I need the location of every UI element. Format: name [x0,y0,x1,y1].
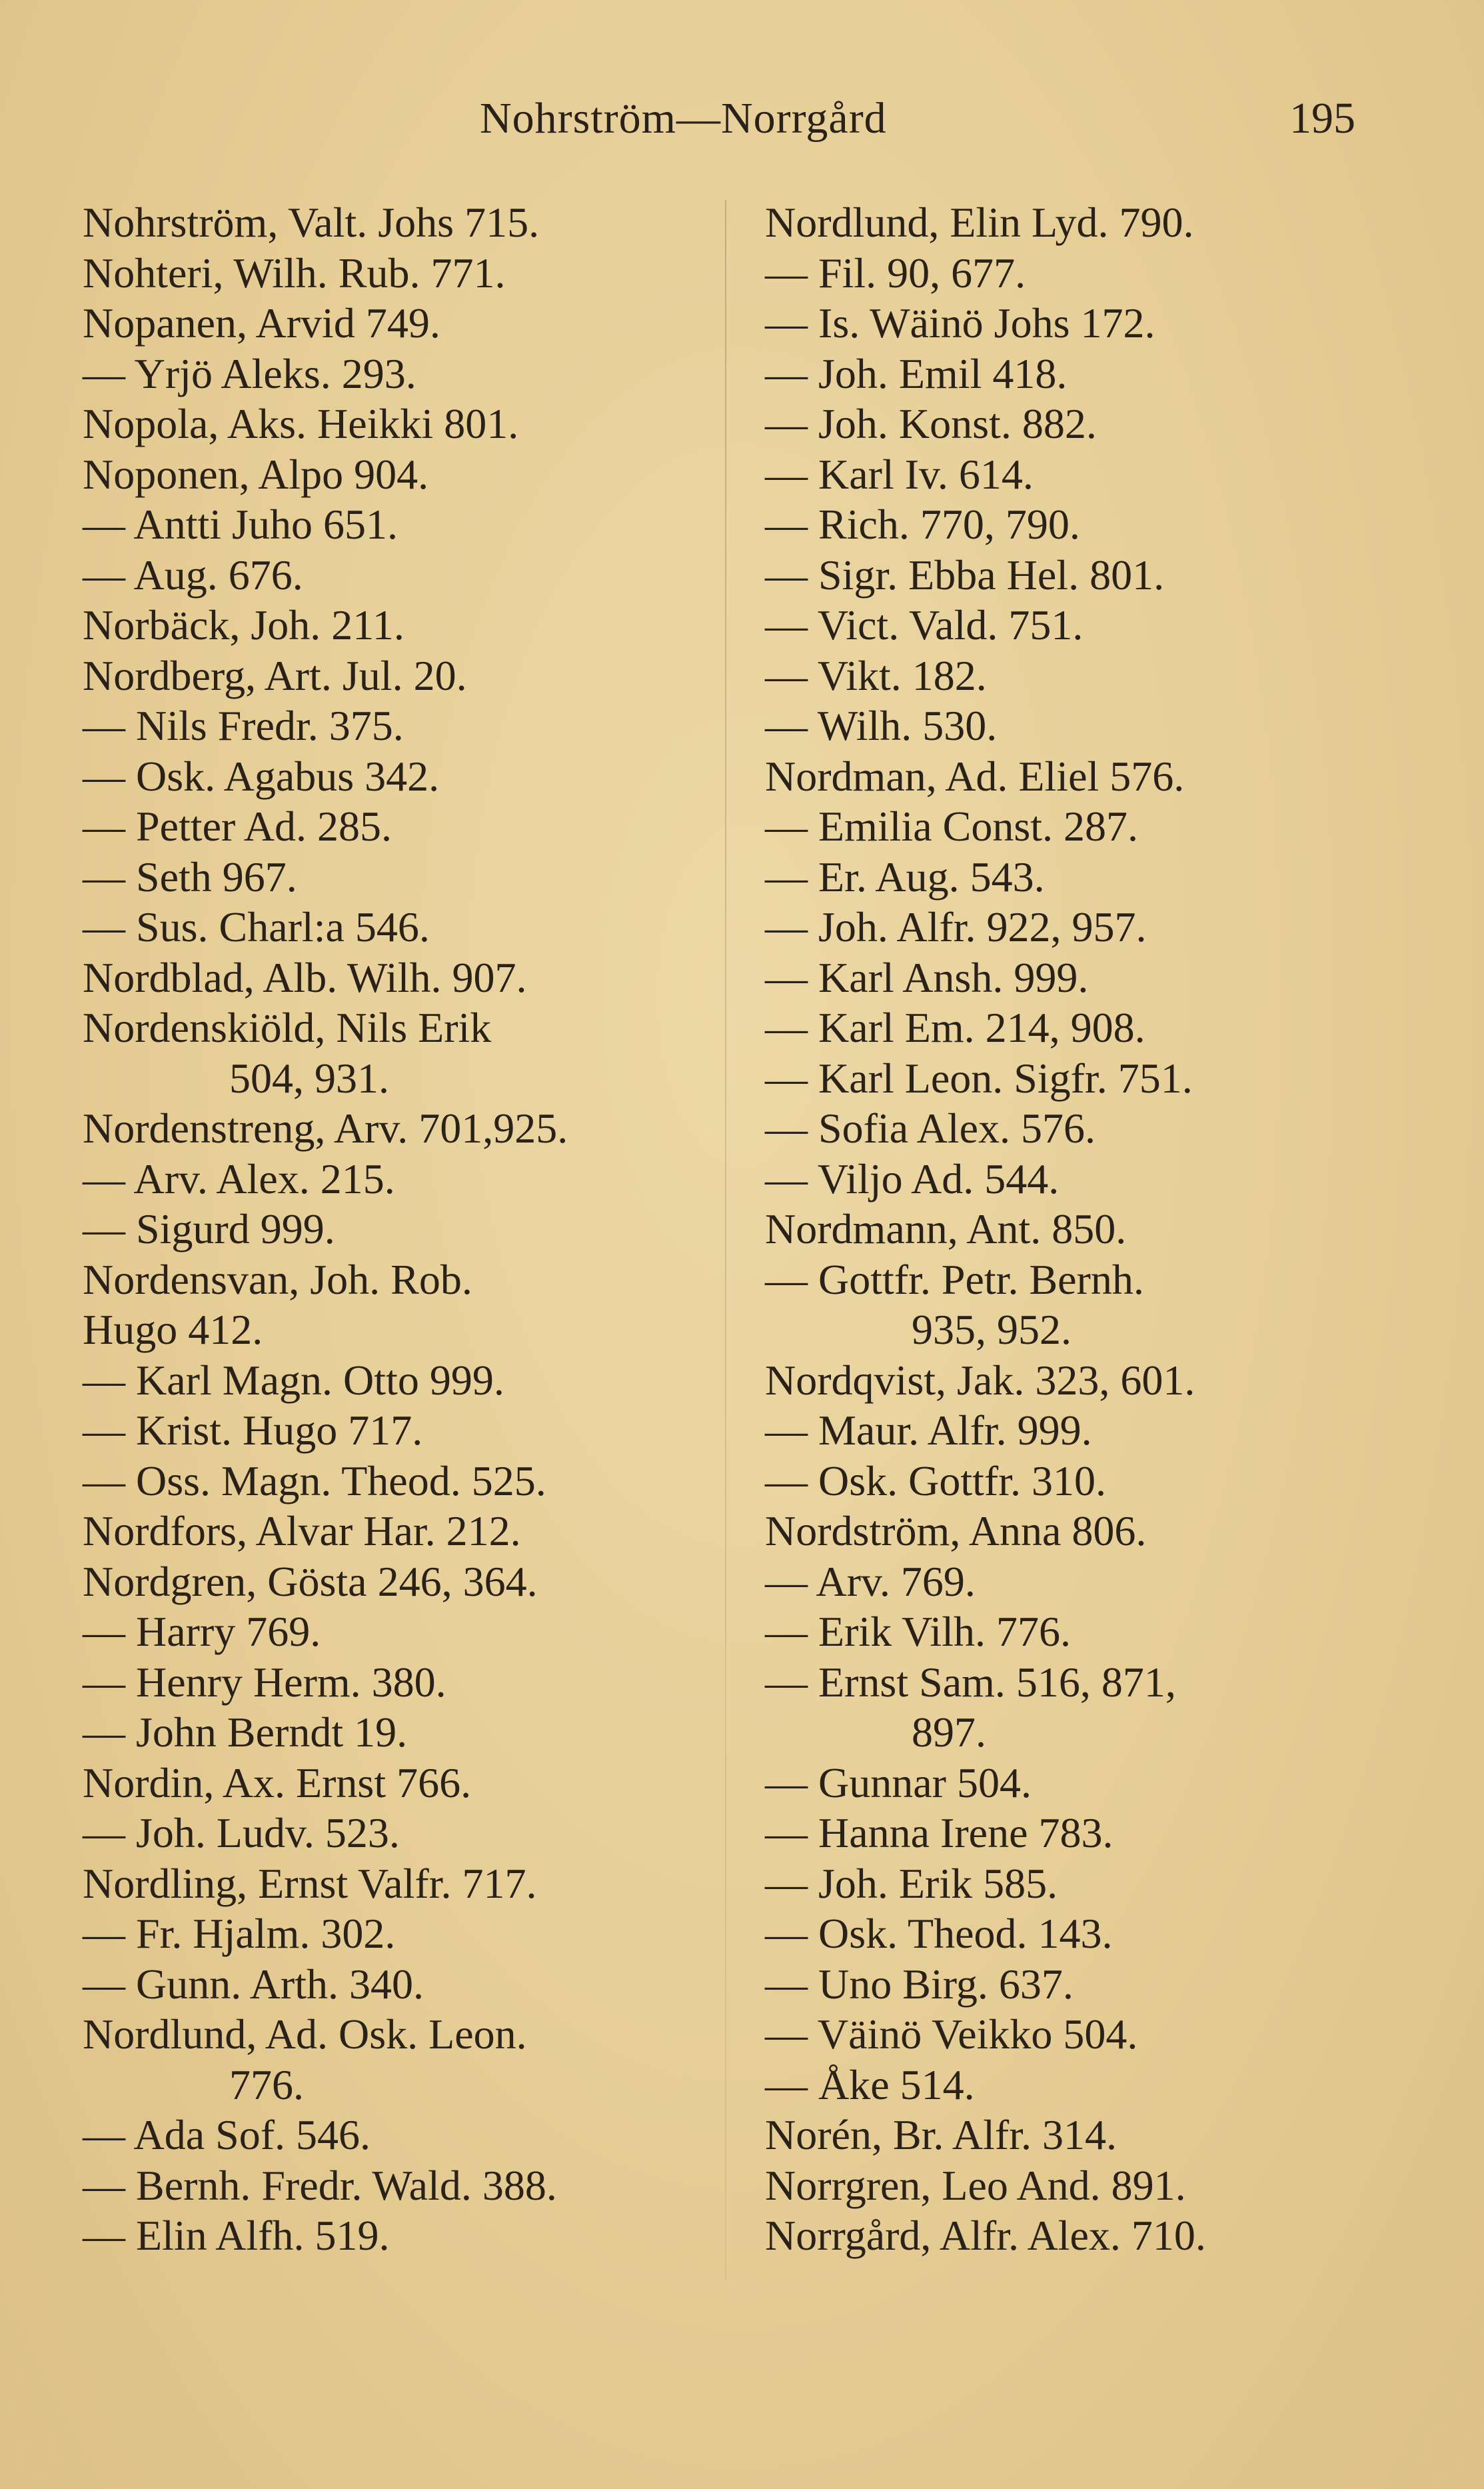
index-entry: — Nils Fredr. 375. [83,702,404,749]
index-entry: — Ada Sof. 546. [83,2111,371,2158]
index-entry: — Karl Magn. Otto 999. [83,1356,504,1404]
index-entry: — Petter Ad. 285. [83,803,392,850]
index-entry: — Is. Wäinö Johs 172. [765,299,1155,347]
index-entry: — Sigr. Ebba Hel. 801. [765,551,1165,599]
index-entry: — John Berndt 19. [83,1708,408,1756]
index-entry: — Henry Herm. 380. [83,1658,446,1706]
index-entry: — Arv. 769. [765,1557,976,1605]
index-entry: — Karl Leon. Sigfr. 751. [765,1054,1193,1102]
index-entry: Nordlund, Ad. Osk. Leon. [83,2010,527,2058]
index-entry: — Väinö Veikko 504. [765,2010,1138,2058]
index-entry: — Sus. Charl:a 546. [83,903,430,951]
index-entry: — Bernh. Fredr. Wald. 388. [83,2161,557,2209]
index-entry: Nordberg, Art. Jul. 20. [83,651,467,699]
index-entry: 897. [912,1708,986,1756]
index-entry: — Karl Em. 214, 908. [765,1004,1145,1051]
index-entry: — Osk. Theod. 143. [765,1910,1113,1957]
index-entry: — Viljo Ad. 544. [765,1155,1060,1203]
column-divider [725,200,726,2280]
index-entry: — Vict. Vald. 751. [765,601,1084,649]
index-entry: Norbäck, Joh. 211. [83,601,404,649]
index-entry: Nordblad, Alb. Wilh. 907. [83,953,527,1001]
index-entry: 504, 931. [229,1054,389,1102]
page-header [0,93,1484,153]
index-entry: Noponen, Alpo 904. [83,450,429,498]
index-entry: Nordenstreng, Arv. 701,925. [83,1105,568,1152]
index-entry: — Elin Alfh. 519. [83,2212,390,2259]
index-entry: — Rich. 770, 790. [765,501,1080,548]
index-entry: 776. [229,2060,304,2108]
index-entry: — Joh. Ludv. 523. [83,1809,400,1856]
index-entry: Nopola, Aks. Heikki 801. [83,400,519,447]
index-entry: — Fil. 90, 677. [765,249,1026,297]
index-entry: — Gunn. Arth. 340. [83,1960,424,2008]
index-entry: Nohrström, Valt. Johs 715. [83,199,540,246]
index-entry: — Er. Aug. 543. [765,853,1045,901]
index-entry: Nordgren, Gösta 246, 364. [83,1557,538,1605]
index-entry: Nordfors, Alvar Har. 212. [83,1507,521,1554]
index-entry: — Fr. Hjalm. 302. [83,1910,396,1957]
index-entry: — Antti Juho 651. [83,501,398,548]
index-entry: Norrgård, Alfr. Alex. 710. [765,2212,1206,2259]
index-entry: — Uno Birg. 637. [765,1960,1074,2008]
index-entry: — Erik Vilh. 776. [765,1608,1071,1655]
index-entry: — Åke 514. [765,2060,975,2108]
index-entry: — Karl Ansh. 999. [765,953,1089,1001]
index-entry: — Yrjö Aleks. 293. [83,349,416,397]
index-entry: Nordin, Ax. Ernst 766. [83,1758,472,1806]
index-entry: — Karl Iv. 614. [765,450,1034,498]
index-entry: — Harry 769. [83,1608,321,1655]
index-entry: Norrgren, Leo And. 891. [765,2161,1186,2209]
index-entry: — Joh. Erik 585. [765,1859,1058,1907]
index-entry: — Joh. Konst. 882. [765,400,1097,447]
index-entry: Nordenskiöld, Nils Erik [83,1004,492,1051]
index-entry: Norén, Br. Alfr. 314. [765,2111,1117,2158]
index-entry: — Krist. Hugo 717. [83,1406,423,1454]
index-entry: — Arv. Alex. 215. [83,1155,395,1203]
page-number: 195 [1289,94,1355,143]
index-entry: — Ernst Sam. 516, 871, [765,1658,1176,1706]
index-entry: 935, 952. [912,1306,1072,1353]
index-entry: Nordling, Ernst Valfr. 717. [83,1859,537,1907]
index-entry: Nordqvist, Jak. 323, 601. [765,1356,1195,1404]
index-entry: Hugo 412. [83,1306,263,1353]
index-entry: — Hanna Irene 783. [765,1809,1113,1856]
index-entry: — Sofia Alex. 576. [765,1105,1096,1152]
index-entry: Nordlund, Elin Lyd. 790. [765,199,1194,246]
index-entry: Nordström, Anna 806. [765,1507,1147,1554]
index-entry: — Osk. Agabus 342. [83,752,440,800]
index-entry: Nordman, Ad. Eliel 576. [765,752,1185,800]
index-entry: — Joh. Emil 418. [765,349,1068,397]
right-column [765,197,1378,2261]
index-entry: — Vikt. 182. [765,651,987,699]
index-entry: Nohteri, Wilh. Rub. 771. [83,249,506,297]
index-entry: — Emilia Const. 287. [765,803,1138,850]
index-entry: — Gottfr. Petr. Bernh. [765,1255,1144,1303]
index-entry: — Gunnar 504. [765,1758,1032,1806]
index-entry: — Sigurd 999. [83,1205,335,1252]
index-entry: — Joh. Alfr. 922, 957. [765,903,1147,951]
index-entry: — Seth 967. [83,853,297,901]
index-entry: — Aug. 676. [83,551,303,599]
index-entry: — Wilh. 530. [765,702,998,749]
index-entry: Nordmann, Ant. 850. [765,1205,1127,1252]
index-entry: — Osk. Gottfr. 310. [765,1456,1106,1504]
running-title: Nohrström—Norrgård [480,94,887,143]
index-entry: Nordensvan, Joh. Rob. [83,1255,472,1303]
index-entry: — Maur. Alfr. 999. [765,1406,1092,1454]
index-entry: — Oss. Magn. Theod. 525. [83,1456,546,1504]
index-entry: Nopanen, Arvid 749. [83,299,440,347]
left-column [83,197,696,2261]
